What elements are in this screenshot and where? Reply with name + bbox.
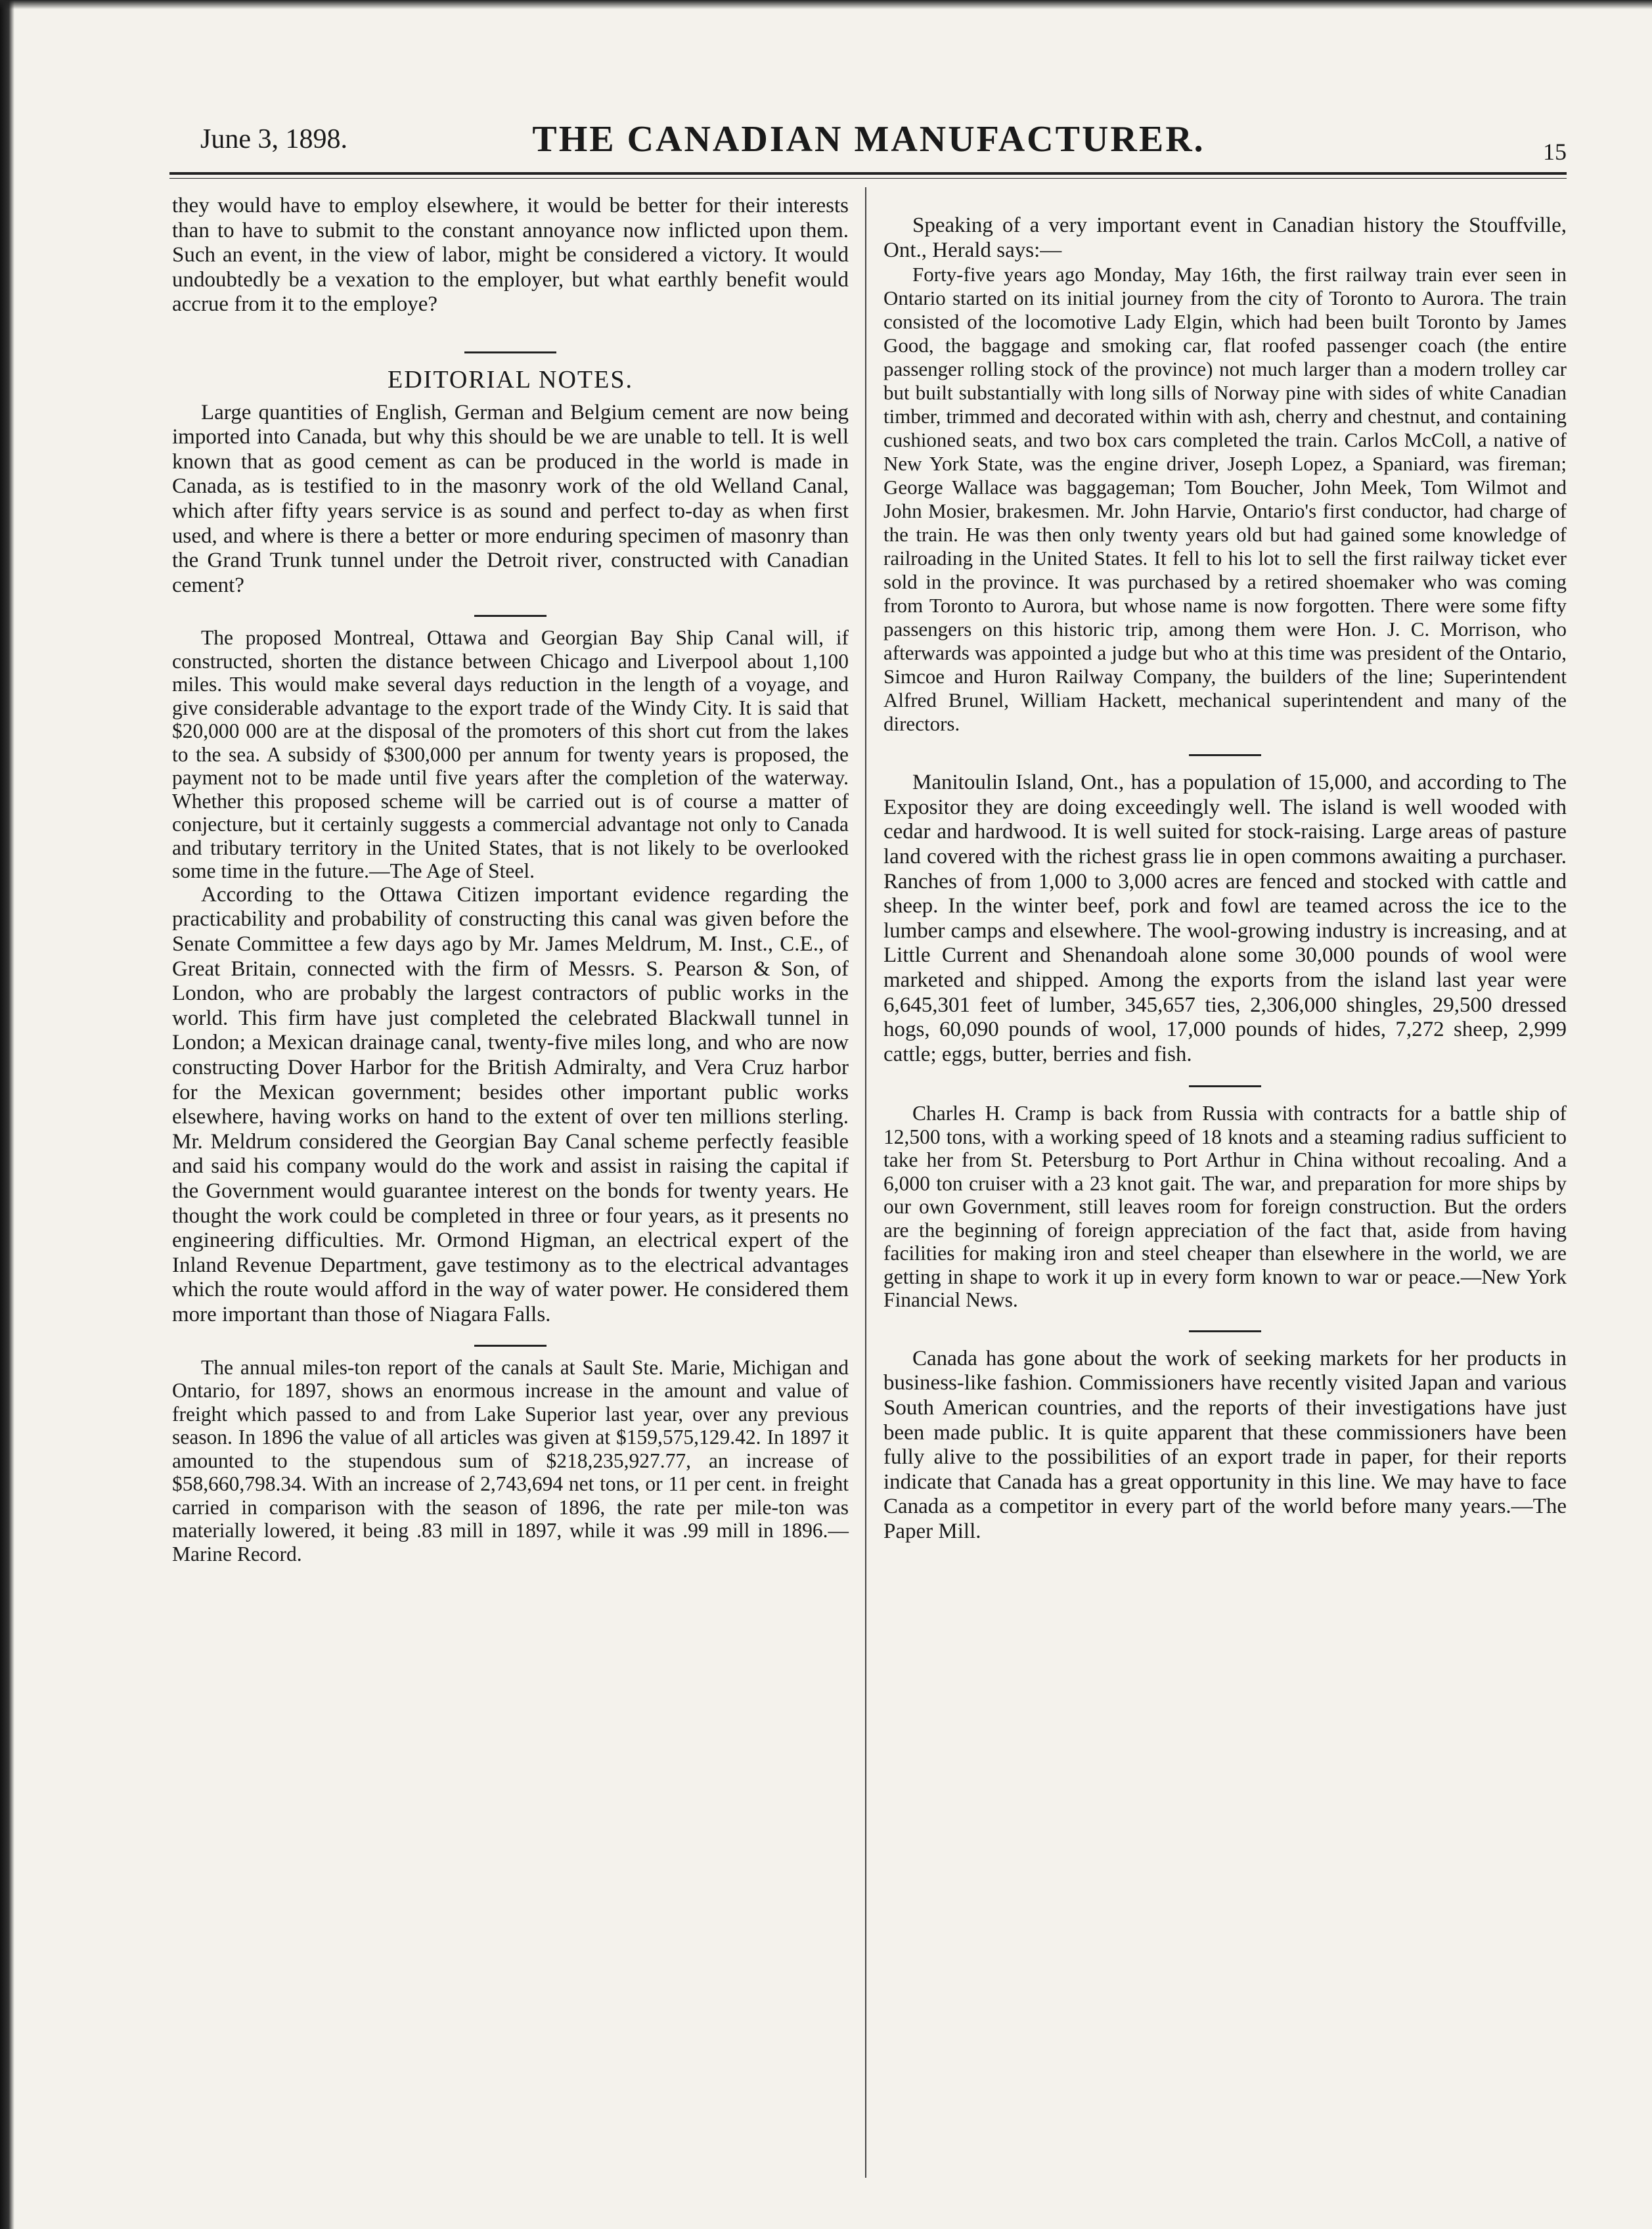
note-separator (474, 1345, 547, 1347)
running-head (171, 118, 1567, 164)
note-manitoulin: Manitoulin Island, Ont., has a population of 15,000, and according to The Expositor they are doing exceedingly well. The island is well wooded with cedar and hardwood. It is well suited for stock-raising. Large areas of pasture land covered with the richest grass lie in open commons awaiting a purchaser. Ranches of from 1,000 to 3,000 acres are fenced and stocked with cattle and sheep. In the winter beef, pork and fowl are teamed across the ice to the lumber camps and elsewhere. The wool-growing industry is increasing, and at Little Current and Shenandoah alone some 30,000 pounds of wool were marketed and shipped. Among the exports from the island last year were 6,645,301 feet of lumber, 345,657 ties, 2,306,000 shingles, 29,500 dressed hogs, 60,090 pounds of wool, 17,000 pounds of hides, 7,272 sheep, 2,999 cattle; eggs, butter, berries and fish. (883, 771, 1567, 1066)
note-separator (1189, 754, 1261, 756)
stouffville-quote: Forty-five years ago Monday, May 16th, the first railway train ever seen in Ontario started on its initial journey from the city of Toronto to Aurora. The train consisted of the locomotive Lady Elgin, which had been built Toronto by James Good, the baggage and smoking car, flat roofed passenger coach (the entire passenger rolling stock of the province) not much larger than a modern trolley car but built substantially with long sills of Norway pine with sides of white Canadian timber, trimmed and decorated within with ash, cherry and chestnut, and containing cushioned seats, and two box cars completed the train. Carlos McColl, a native of New York State, was the engine driver, Joseph Lopez, a Spaniard, was fireman; George Wallace was baggageman; Tom Boucher, John Meek, Tom Wilmot and John Mosier, brakesmen. Mr. John Harvie, Ontario's first conductor, had charge of the train. He was then only twenty years old but had gained some knowledge of railroading in the United States. It fell to his lot to sell the first railway ticket ever sold in the province. It was purchased by a retired shoemaker who was coming from Toronto to Aurora, but whose name is now forgotten. There were some fifty passengers on this historic trip, among them were Hon. J. C. Morrison, who afterwards was appointed a judge but who at this time was president of the Ontario, Simcoe and Huron Railway Company, the builders of the line; Superintendent Alfred Brunel, William Hackett, mechanical superintendent and many of the directors. (883, 263, 1567, 736)
stouffville-intro: Speaking of a very important event in Canadian history the Stouffville, Ont., Herald says:— (883, 214, 1567, 262)
column-divider (865, 187, 866, 2178)
note-cramp: Charles H. Cramp is back from Russia with contracts for a battle ship of 12,500 tons, with a working speed of 18 knots and a steaming radius sufficient to take her from St. Petersburg to Port Arthur in China without recoaling. And a 6,000 ton cruiser with a 23 knot gait. The war, and preparation for more ships by our own Government, still leaves room for foreign construction. But the orders are the beginning of foreign appreciation of the fact that, aside from having facilities for making iron and steel cheaper than elsewhere in the world, we are getting in shape to work it up in every form known to war or peace.—New York Financial News. (883, 1102, 1567, 1312)
note-paper-mill: Canada has gone about the work of seeking markets for her products in business-like fashion. Commissioners have recently visited Japan and various South American countries, and the reports of their investigations have just been made public. It is quite apparent that these commissioners have been fully alive to the possibilities of an export trade in paper, for their reports indicate that Canada has a great opportunity in this line. We may have to face Canada as a competitor in every part of the world before many years.—The Paper Mill. (883, 1346, 1567, 1543)
publication-title: THE CANADIAN MANUFACTURER. (532, 119, 1205, 160)
scan-edge (0, 0, 14, 2229)
continued-paragraph: they would have to employ elsewhere, it would be better for their interests than to have to submit to the constant annoyance now inflicted upon them. Such an event, in the view of labor, might be considered a victory. It would undoubtedly be a vexation to the employer, but what earthly benefit would accrue from it to the employe? (172, 194, 849, 317)
note-sault-canals: The annual miles-ton report of the canals at Sault Ste. Marie, Michigan and Ontario, for 1897, shows an enormous increase in the amount and value of freight which passed to and from Lake Superior last year, over any previous season. In 1896 the value of all articles was given at $159,575,129.42. In 1897 it amounted to the stupendous sum of $218,235,927.77, an increase of $58,660,798.34. With an increase of 2,743,694 net tons, or 11 per cent. in freight carried in comparison with the season of 1896, the rate per mile-ton was materially lowered, it being .83 mill in 1897, while it was .99 mill in 1896.—Marine Record. (172, 1355, 849, 1565)
note-ship-canal: The proposed Montreal, Ottawa and Georgian Bay Ship Canal will, if constructed, shorten the distance between Chicago and Liverpool about 1,100 miles. This would make several days reduction in the length of a voyage, and give considerable advantage to the export trade of the Windy City. It is said that $20,000 000 are at the disposal of the promoters of this short cut from the lakes to the sea. A subsidy of $300,000 per annum for twenty years is proposed, the payment not to be made until five years after the completion of the waterway. Whether this proposed scheme will be carried out is of course a matter of conjecture, but it certainly suggests a commercial advantage not only to Canada and tributary territory in the United States, that is not likely to be overlooked some time in the future.—The Age of Steel. (172, 626, 849, 883)
section-rule (464, 351, 556, 353)
note-separator (474, 615, 547, 617)
scan-edge-top (0, 0, 1652, 9)
note-separator (1189, 1085, 1261, 1087)
issue-date: June 3, 1898. (200, 124, 347, 154)
note-cement: Large quantities of English, German and Belgium cement are now being imported into Canada, but why this should be we are unable to tell. It is well known that as good cement as can be produced in the world is made in Canada, as is testified to in the masonry work of the old Welland Canal, which after fifty years service is as sound and perfect to-day as when first used, and where is there a better or more enduring specimen of masonry than the Grand Trunk tunnel under the Detroit river, constructed with Canadian cement? (172, 400, 849, 597)
page-number: 15 (1543, 139, 1567, 165)
right-column (883, 214, 1567, 1544)
note-separator (1189, 1330, 1261, 1332)
note-ottawa-citizen: According to the Ottawa Citizen important evidence regarding the practicability and probability of constructing this canal was given before the Senate Committee a few days ago by Mr. James Meldrum, M. Inst., C.E., of Great Britain, connected with the firm of Messrs. S. Pearson & Son, of London, who are probably the largest contractors of public works in the world. This firm have just completed the celebrated Blackwall tunnel in London; a Mexican drainage canal, twenty-five miles long, and who are now constructing Dover Harbor for the British Admiralty, and Vera Cruz harbor for the Mexican government; besides other important public works elsewhere, having works on hand to the extent of over ten millions sterling. Mr. Meldrum considered the Georgian Bay Canal scheme perfectly feasible and said his company would do the work and assist in raising the capital if the Government would guarantee interest on the bonds for twenty years. He thought the work could be completed in three or four years, as it presents no engineering difficulties. Mr. Ormond Higman, an electrical expert of the Inland Revenue Department, gave testimony as to the electrical advantages which the route would afford in the way of water power. He considered them more important than those of Niagara Falls. (172, 882, 849, 1326)
left-column (172, 194, 849, 1565)
section-title: EDITORIAL NOTES. (388, 365, 633, 394)
header-rule (169, 172, 1567, 179)
